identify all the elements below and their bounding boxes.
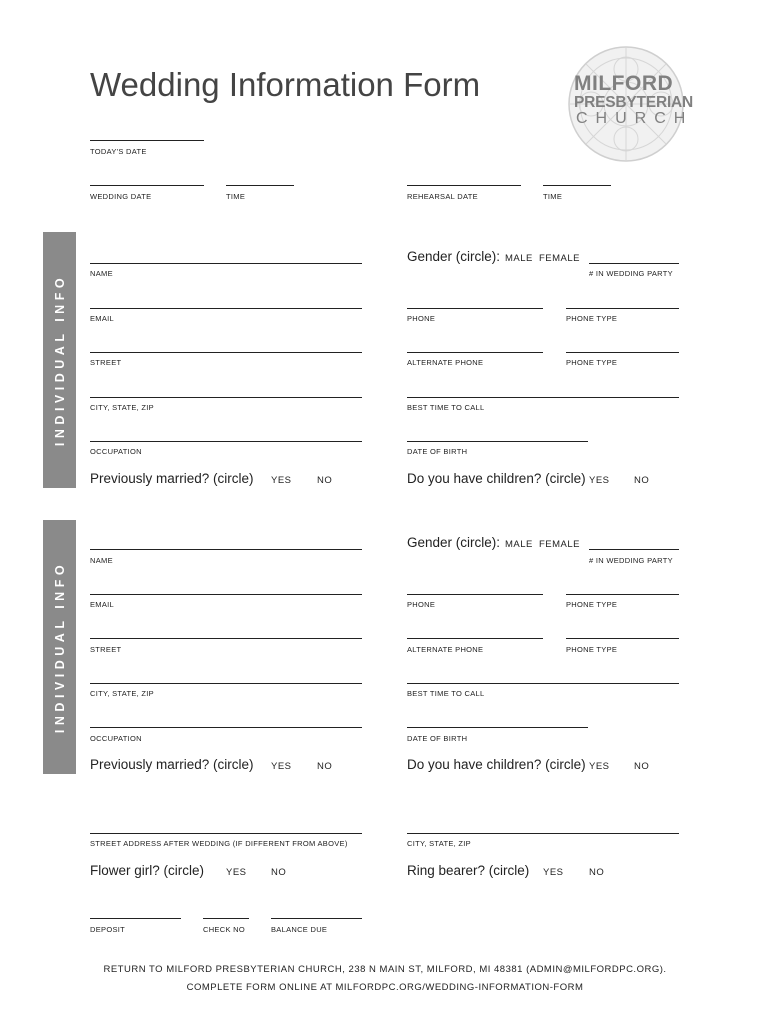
city-after-label: CITY, STATE, ZIP [407,839,471,848]
balance-due-line[interactable] [271,918,362,919]
children-question: Do you have children? (circle) [407,757,586,772]
dob-label: DATE OF BIRTH [407,734,468,743]
todays-date-line[interactable] [90,140,204,141]
occupation-label: OCCUPATION [90,734,142,743]
check-no-label: CHECK NO [203,925,245,934]
logo-line-2: PRESBYTERIAN [574,94,694,111]
wedding-party-line[interactable] [589,263,679,264]
email-label: EMAIL [90,600,115,609]
email-line[interactable] [90,308,362,309]
footer-online-link[interactable]: COMPLETE FORM ONLINE AT MILFORDPC.ORG/WEDDING-INFORMATION-FORM [186,982,584,993]
page-title: Wedding Information Form [90,66,481,103]
logo-line-1: MILFORD [574,72,674,95]
city-label: CITY, STATE, ZIP [90,689,154,698]
phone-type-label: PHONE TYPE [566,600,618,609]
street-label: STREET [90,358,122,367]
gender-male-option[interactable]: MALE [505,539,533,550]
married-question: Previously married? (circle) [90,757,254,772]
dob-line[interactable] [407,727,588,728]
married-no-option[interactable]: NO [317,475,333,486]
footer-return-address: RETURN TO MILFORD PRESBYTERIAN CHURCH, 238 N MAIN ST, MILFORD, MI 48381 (ADMIN@MILFORDPC.ORG). [103,964,667,975]
occupation-line[interactable] [90,727,362,728]
street-line[interactable] [90,352,362,353]
phone-line[interactable] [407,308,543,309]
wedding-party-line[interactable] [589,549,679,550]
street-after-line[interactable] [90,833,362,834]
children-yes-option[interactable]: YES [589,761,610,772]
phone-type-label: PHONE TYPE [566,314,618,323]
phone-type-line[interactable] [566,594,679,595]
name-line[interactable] [90,549,362,550]
ring-bearer-no-option[interactable]: NO [589,867,605,878]
deposit-label: DEPOSIT [90,925,126,934]
phone-label: PHONE [407,314,436,323]
dob-line[interactable] [407,441,588,442]
name-label: NAME [90,269,113,278]
occupation-label: OCCUPATION [90,447,142,456]
city-line[interactable] [90,397,362,398]
name-label: NAME [90,556,113,565]
email-label: EMAIL [90,314,115,323]
sidebar-label: INDIVIDUAL INFO [52,273,67,447]
ring-bearer-yes-option[interactable]: YES [543,867,564,878]
balance-due-label: BALANCE DUE [271,925,328,934]
wedding-date-line[interactable] [90,185,204,186]
individual-info-sidebar-2 [43,520,76,774]
alt-phone-type-line[interactable] [566,352,679,353]
rehearsal-date-line[interactable] [407,185,521,186]
children-no-option[interactable]: NO [634,475,650,486]
todays-date-label: TODAY'S DATE [90,147,147,156]
rehearsal-time-line[interactable] [543,185,611,186]
name-line[interactable] [90,263,362,264]
alt-phone-type-label: PHONE TYPE [566,645,618,654]
flower-girl-no-option[interactable]: NO [271,867,287,878]
wedding-party-label: # IN WEDDING PARTY [589,556,673,565]
phone-label: PHONE [407,600,436,609]
street-label: STREET [90,645,122,654]
alt-phone-type-label: PHONE TYPE [566,358,618,367]
best-time-label: BEST TIME TO CALL [407,403,485,412]
ring-bearer-question: Ring bearer? (circle) [407,863,530,878]
wedding-date-label: WEDDING DATE [90,192,152,201]
wedding-party-label: # IN WEDDING PARTY [589,269,673,278]
best-time-line[interactable] [407,683,679,684]
alt-phone-line[interactable] [407,638,543,639]
children-no-option[interactable]: NO [634,761,650,772]
gender-question: Gender (circle): [407,535,501,550]
alt-phone-label: ALTERNATE PHONE [407,645,484,654]
wedding-time-line[interactable] [226,185,294,186]
email-line[interactable] [90,594,362,595]
married-yes-option[interactable]: YES [271,475,292,486]
individual-info-sidebar-1 [43,232,76,488]
street-after-label: STREET ADDRESS AFTER WEDDING (IF DIFFERENT FROM ABOVE) [90,839,348,848]
occupation-line[interactable] [90,441,362,442]
rehearsal-date-label: REHEARSAL DATE [407,192,478,201]
rehearsal-time-label: TIME [543,192,563,201]
gender-male-option[interactable]: MALE [505,253,533,264]
flower-girl-yes-option[interactable]: YES [226,867,247,878]
married-yes-option[interactable]: YES [271,761,292,772]
wedding-time-label: TIME [226,192,246,201]
logo-line-3: CHURCH [576,110,694,127]
city-label: CITY, STATE, ZIP [90,403,154,412]
dob-label: DATE OF BIRTH [407,447,468,456]
best-time-line[interactable] [407,397,679,398]
city-line[interactable] [90,683,362,684]
gender-female-option[interactable]: FEMALE [539,253,581,264]
check-no-line[interactable] [203,918,249,919]
best-time-label: BEST TIME TO CALL [407,689,485,698]
gender-female-option[interactable]: FEMALE [539,539,581,550]
married-question: Previously married? (circle) [90,471,254,486]
flower-girl-question: Flower girl? (circle) [90,863,205,878]
city-after-line[interactable] [407,833,679,834]
children-yes-option[interactable]: YES [589,475,610,486]
phone-type-line[interactable] [566,308,679,309]
alt-phone-label: ALTERNATE PHONE [407,358,484,367]
deposit-line[interactable] [90,918,181,919]
alt-phone-type-line[interactable] [566,638,679,639]
street-line[interactable] [90,638,362,639]
phone-line[interactable] [407,594,543,595]
gender-question: Gender (circle): [407,249,501,264]
married-no-option[interactable]: NO [317,761,333,772]
children-question: Do you have children? (circle) [407,471,586,486]
sidebar-label: INDIVIDUAL INFO [52,560,67,734]
alt-phone-line[interactable] [407,352,543,353]
church-logo [566,44,694,164]
